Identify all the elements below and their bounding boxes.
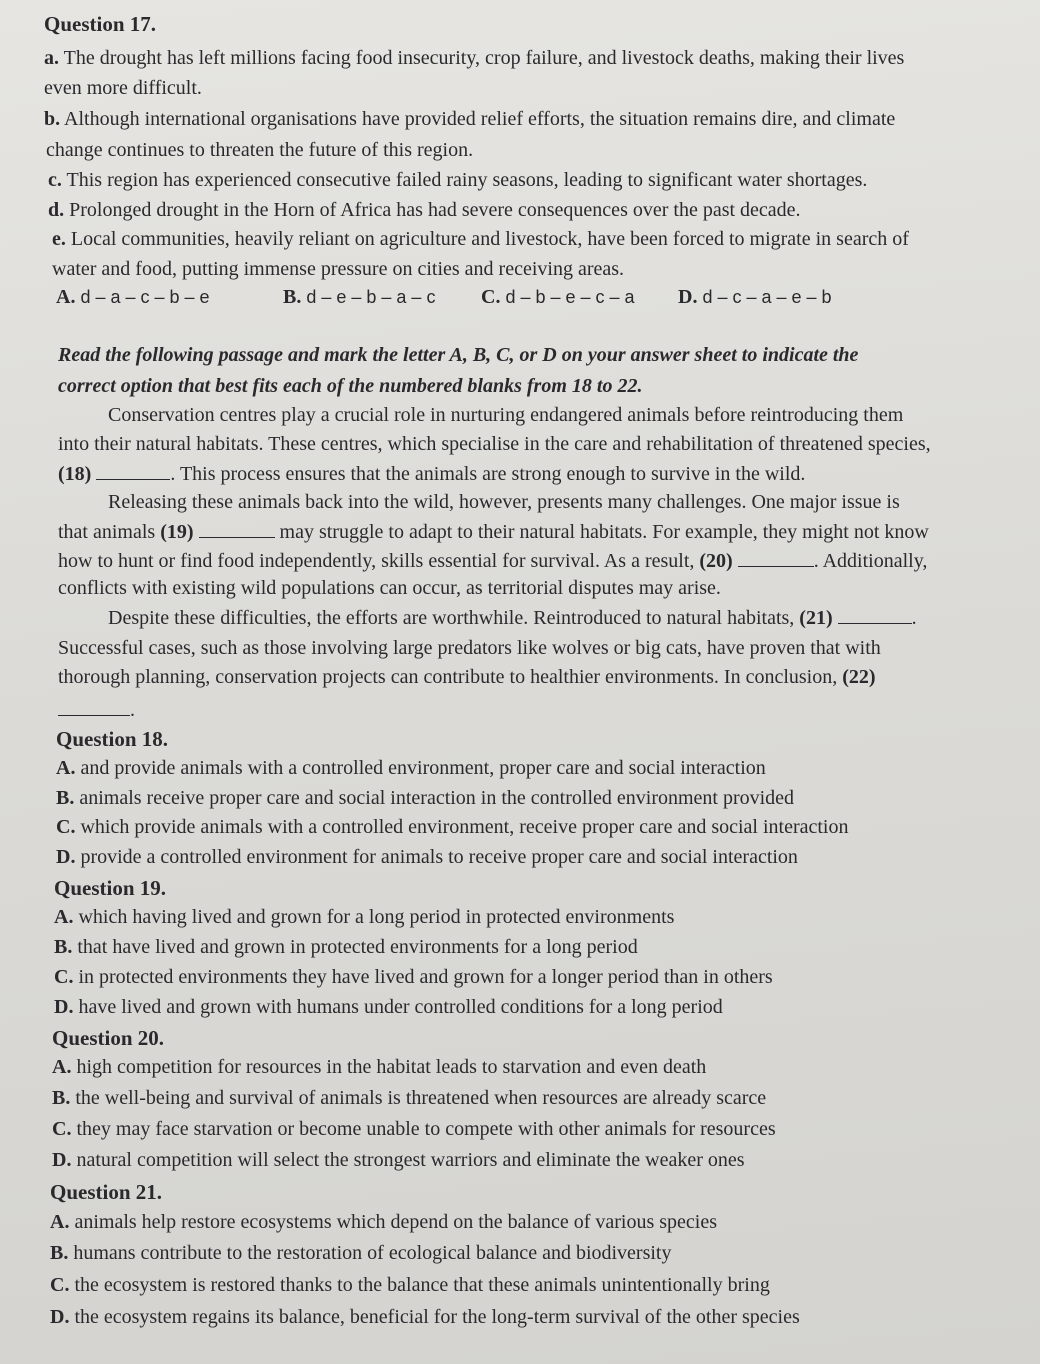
q18-option-a[interactable]: A. and provide animals with a controlled environment, proper care and social interaction xyxy=(56,757,766,779)
blank-21[interactable] xyxy=(838,605,912,624)
q20-option-c[interactable]: C. they may face starvation or become unable to compete with other animals for resources xyxy=(52,1118,776,1140)
q19-option-d[interactable]: D. have lived and grown with humans under controlled conditions for a long period xyxy=(54,996,723,1018)
passage-p1-line2: into their natural habitats. These centres, which specialise in the care and rehabilitation of threatened species, xyxy=(58,433,931,455)
passage-p3-line3: thorough planning, conservation projects can contribute to healthier environments. In conclusion, (22) xyxy=(58,666,876,688)
q19-option-b[interactable]: B. that have lived and grown in protected environments for a long period xyxy=(54,936,638,958)
q17-item-a-cont: even more difficult. xyxy=(44,77,202,99)
question-21-header: Question 21. xyxy=(50,1180,163,1204)
passage-p2-line3: how to hunt or find food independently, skills essential for survival. As a result, (20) . Additionally, xyxy=(58,550,928,572)
passage-p2-line4: conflicts with existing wild populations can occur, as territorial disputes may arise. xyxy=(58,577,721,599)
blank-22[interactable] xyxy=(58,697,130,716)
passage-p1-line1: Conservation centres play a crucial role in nurturing endangered animals before reintroducing them xyxy=(108,404,904,426)
blank-19[interactable] xyxy=(199,519,275,538)
blank-19-number: (19) xyxy=(160,521,194,543)
q18-option-c[interactable]: C. which provide animals with a controlled environment, receive proper care and social interaction xyxy=(56,816,849,838)
q20-option-b[interactable]: B. the well-being and survival of animals is threatened when resources are already scarce xyxy=(52,1087,767,1109)
question-19-header: Question 19. xyxy=(54,876,167,900)
question-17-header: Question 17. xyxy=(44,12,157,36)
blank-22-number: (22) xyxy=(842,666,876,688)
blank-18-number: (18) xyxy=(58,463,92,485)
passage-p3-line4: . xyxy=(58,697,135,722)
q17-item-b-cont: change continues to threaten the future of this region. xyxy=(46,139,474,161)
passage-p1-line3: (18) . This process ensures that the animals are strong enough to survive in the wild. xyxy=(58,463,806,485)
passage-p3-line1: Despite these difficulties, the efforts are worthwhile. Reintroduced to natural habitats, (21) . xyxy=(108,607,917,629)
blank-18[interactable] xyxy=(96,461,170,480)
q17-item-e-cont: water and food, putting immense pressure on cities and receiving areas. xyxy=(52,258,625,280)
question-20-header: Question 20. xyxy=(52,1026,165,1050)
q19-option-a[interactable]: A. which having lived and grown for a long period in protected environments xyxy=(54,906,675,928)
instruction-line-1: Read the following passage and mark the letter A, B, C, or D on your answer sheet to indicate the xyxy=(58,344,859,366)
q17-item-a: a. The drought has left millions facing food insecurity, crop failure, and livestock deaths, making their lives xyxy=(44,47,905,69)
passage-p3-line2: Successful cases, such as those involving large predators like wolves or big cats, have proven that with xyxy=(58,637,881,659)
q17-option-d[interactable]: D. d – c – a – e – b xyxy=(678,286,832,308)
q17-item-b: b. Although international organisations have provided relief efforts, the situation remains dire, and climate xyxy=(44,108,896,130)
blank-21-number: (21) xyxy=(799,607,833,629)
q20-option-d[interactable]: D. natural competition will select the strongest warriors and eliminate the weaker ones xyxy=(52,1149,745,1171)
passage-p2-line2: that animals (19) may struggle to adapt to their natural habitats. For example, they might not know xyxy=(58,521,929,543)
q20-option-a[interactable]: A. high competition for resources in the habitat leads to starvation and even death xyxy=(52,1056,707,1078)
q17-option-c[interactable]: C. d – b – e – c – a xyxy=(481,286,635,308)
blank-20[interactable] xyxy=(738,548,814,567)
q18-option-b[interactable]: B. animals receive proper care and social interaction in the controlled environment provided xyxy=(56,787,795,809)
q17-option-b[interactable]: B. d – e – b – a – c xyxy=(283,286,436,308)
q18-option-d[interactable]: D. provide a controlled environment for animals to receive proper care and social interaction xyxy=(56,846,798,868)
q17-item-e: e. Local communities, heavily reliant on agriculture and livestock, have been forced to migrate in search of xyxy=(52,228,909,250)
q17-item-c: c. This region has experienced consecutive failed rainy seasons, leading to significant water shortages. xyxy=(48,169,868,191)
q21-option-d[interactable]: D. the ecosystem regains its balance, beneficial for the long-term survival of the other species xyxy=(50,1306,800,1328)
blank-20-number: (20) xyxy=(699,550,733,572)
q21-option-a[interactable]: A. animals help restore ecosystems which depend on the balance of various species xyxy=(50,1211,718,1233)
question-18-header: Question 18. xyxy=(56,727,169,751)
q21-option-c[interactable]: C. the ecosystem is restored thanks to the balance that these animals unintentionally bring xyxy=(50,1274,770,1296)
q19-option-c[interactable]: C. in protected environments they have lived and grown for a longer period than in others xyxy=(54,966,773,988)
q17-option-a[interactable]: A. d – a – c – b – e xyxy=(56,286,210,308)
instruction-line-2: correct option that best fits each of the numbered blanks from 18 to 22. xyxy=(58,375,643,397)
q17-item-d: d. Prolonged drought in the Horn of Africa has had severe consequences over the past decade. xyxy=(48,199,801,221)
passage-p2-line1: Releasing these animals back into the wild, however, presents many challenges. One major issue is xyxy=(108,491,900,513)
q21-option-b[interactable]: B. humans contribute to the restoration of ecological balance and biodiversity xyxy=(50,1242,672,1264)
